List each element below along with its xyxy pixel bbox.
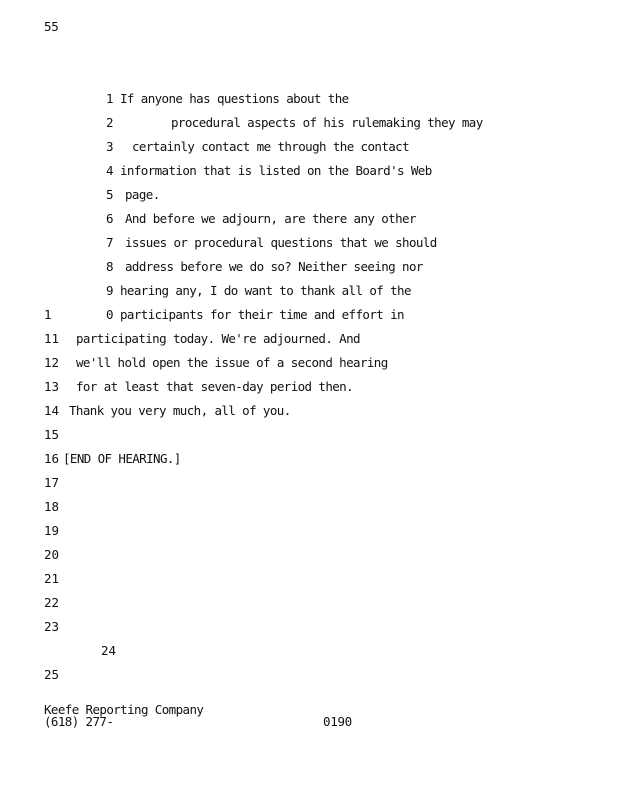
- line-number: 22: [44, 595, 60, 610]
- line-number: 11: [44, 331, 60, 346]
- line-text: If anyone has questions about the: [120, 91, 349, 106]
- line-number: 2: [106, 115, 114, 130]
- line-number: 21: [44, 571, 60, 586]
- line-text: hearing any, I do want to thank all of the: [120, 283, 411, 298]
- line-number: 9: [106, 283, 114, 298]
- line-text: address before we do so? Neither seeing nor: [125, 259, 423, 274]
- line-number-digit: 0: [106, 307, 114, 322]
- line-text: Thank you very much, all of you.: [69, 403, 291, 418]
- footer-company: Keefe Reporting Company: [44, 702, 204, 717]
- line-number: 13: [44, 379, 60, 394]
- line-text: participating today. We're adjourned. And: [76, 331, 360, 346]
- line-text: for at least that seven-day period then.: [76, 379, 354, 394]
- page-number: 55: [44, 19, 59, 34]
- line-text: issues or procedural questions that we should: [125, 235, 437, 250]
- footer-phone-left: (618) 277-: [44, 714, 114, 729]
- line-text: And before we adjourn, are there any other: [125, 211, 416, 226]
- footer-phone-right: 0190: [323, 714, 352, 729]
- line-number: 19: [44, 523, 60, 538]
- line-number: 8: [106, 259, 114, 274]
- line-number: 20: [44, 547, 60, 562]
- line-number: 25: [44, 667, 60, 682]
- line-text: information that is listed on the Board's Web: [120, 163, 432, 178]
- line-number: 1: [106, 91, 114, 106]
- line-text: page.: [125, 187, 160, 202]
- line-number: 5: [106, 187, 114, 202]
- line-number: 7: [106, 235, 114, 250]
- line-number: 17: [44, 475, 60, 490]
- line-text: participants for their time and effort in: [120, 307, 404, 322]
- line-text: we'll hold open the issue of a second hearing: [76, 355, 388, 370]
- line-number: 16: [44, 451, 60, 466]
- line-number: 3: [106, 139, 114, 154]
- line-number: 4: [106, 163, 114, 178]
- line-number: 23: [44, 619, 60, 634]
- line-number: 12: [44, 355, 60, 370]
- line-number: 6: [106, 211, 114, 226]
- line-text: procedural aspects of his rulemaking they may: [171, 115, 483, 130]
- line-number: 15: [44, 427, 60, 442]
- line-number: 18: [44, 499, 60, 514]
- line-text: [END OF HEARING.]: [63, 451, 181, 466]
- line-number: 14: [44, 403, 60, 418]
- line-text: certainly contact me through the contact: [132, 139, 410, 154]
- line-number: 1: [44, 307, 52, 322]
- line-number: 24: [101, 643, 117, 658]
